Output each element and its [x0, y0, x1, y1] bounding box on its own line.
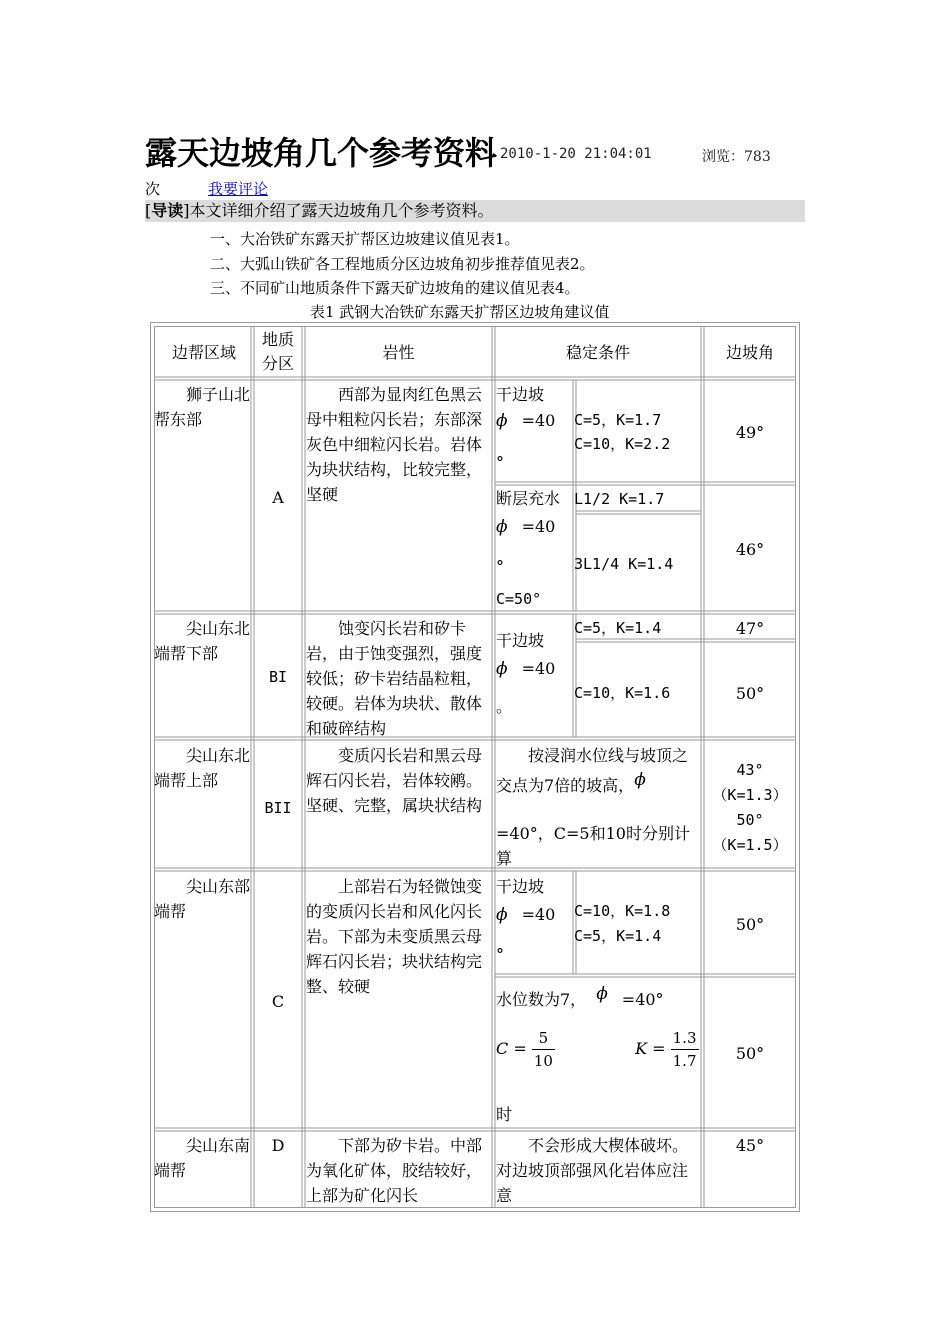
- degree-mark: °: [496, 945, 504, 964]
- view-count: 浏览：783: [702, 149, 771, 165]
- intro-text: 本文详细介绍了露天边坡角几个参考资料。: [189, 201, 494, 220]
- fraction-denominator: 10: [533, 1052, 553, 1070]
- cell-geo: C: [271, 992, 285, 1011]
- cell-rock: 变质闪长岩和黑云母辉石闪长岩，岩体较鹇。坚硬、完整，属块状结构: [306, 746, 483, 815]
- cell-stability-type: 干边坡: [496, 631, 545, 650]
- cell-k: （K=1.5）: [712, 836, 788, 854]
- view-count-suffix: 次: [145, 180, 161, 198]
- table-caption: 表1 武钢大冶铁矿东露天扩帮区边坡角建议值: [310, 303, 610, 321]
- cell-stability-type: 断层充水: [496, 489, 561, 508]
- phi-symbol: ϕ: [496, 517, 508, 537]
- cell-k: （K=1.3）: [712, 786, 788, 804]
- header-angle: 边坡角: [725, 343, 774, 362]
- cell-angle: 47°: [735, 619, 765, 638]
- post-date: 2010-1-20 21:04:01: [500, 146, 652, 162]
- phi-symbol: ϕ: [496, 905, 508, 925]
- cell-zone: 尖山东北端帮上部: [154, 746, 250, 790]
- phi-symbol: ϕ: [596, 984, 608, 1004]
- cell-angle: 50°: [735, 1044, 765, 1063]
- cell-condition: C=50°: [496, 590, 542, 608]
- cell-zone: 尖山东北端帮下部: [154, 619, 250, 663]
- phi-value: =40: [521, 517, 556, 536]
- list-item: 三、不同矿山地质条件下露天矿边坡角的建议值见表4。: [210, 279, 580, 297]
- cell-rock: 上部岩石为轻微蚀变的变质闪长岩和风化闪长岩。下部为未变质黑云母辉石闪长岩；块状结构完整、较硬: [306, 877, 483, 996]
- cell-angle: 50°: [735, 684, 765, 703]
- fraction-numerator: 1.3: [671, 1027, 699, 1050]
- phi-value: =40: [521, 659, 556, 678]
- degree-mark: 。: [496, 697, 513, 716]
- cell-angle: 43°: [736, 761, 764, 779]
- comment-link[interactable]: 我要评论: [208, 180, 269, 198]
- cell-rock: 蚀变闪长岩和矽卡岩，由于蚀变强烈，强度较低；矽卡岩结晶粒粗，较硬。岩体为块状、散体和破碎结构: [306, 619, 483, 738]
- phi-symbol: ϕ: [496, 659, 508, 679]
- cell-condition: C=5，K=1.4: [574, 927, 662, 945]
- cell-angle: 45°: [735, 1136, 765, 1155]
- fraction-k: [671, 1027, 699, 1072]
- list-item: 一、大冶铁矿东露天扩帮区边坡建议值见表1。: [210, 230, 520, 248]
- phi-value: =40: [521, 905, 556, 924]
- formula-k-symbol: K: [635, 1039, 648, 1058]
- data-table: [150, 322, 800, 1212]
- cell-condition: 3L1/4 K=1.4: [574, 555, 674, 573]
- cell-zone: 狮子山北帮东部: [154, 385, 250, 429]
- condition-text: 水位数为7，: [496, 990, 587, 1009]
- degree-mark: °: [496, 557, 504, 576]
- cell-condition: C=5，K=1.4: [574, 619, 662, 637]
- cell-geo: BII: [264, 799, 292, 817]
- cell-phi: [496, 408, 572, 434]
- fraction-denominator: 1.7: [672, 1052, 697, 1070]
- formula-c-symbol: C: [496, 1039, 509, 1058]
- cell-condition: C=5，K=1.7: [574, 411, 662, 429]
- cell-phi: [496, 656, 572, 682]
- cell-geo: D: [271, 1136, 285, 1155]
- cell-condition-text: =40°，C=5和10时分别计算: [496, 824, 690, 868]
- cell-zone: 尖山东部端帮: [154, 877, 250, 921]
- condition-text: 时: [496, 1105, 513, 1124]
- cell-condition: L1/2 K=1.7: [574, 490, 665, 508]
- cell-condition: C=10，K=2.2: [574, 435, 671, 453]
- fraction-c: [532, 1027, 555, 1072]
- degree-mark: °: [496, 453, 504, 472]
- cell-angle: 49°: [735, 423, 765, 442]
- cell-angle: 46°: [735, 540, 765, 559]
- cell-phi: [496, 514, 572, 540]
- cell-condition: C=10，K=1.8: [574, 902, 671, 920]
- cell-rock: 下部为矽卡岩。中部为氧化矿体，胶结较好，上部为矿化闪长: [306, 1136, 483, 1205]
- cell-condition-text: 不会形成大楔体破坏。对边坡顶部强风化岩体应注意: [496, 1136, 689, 1205]
- phi-symbol: ϕ: [634, 770, 646, 790]
- page-title: 露天边坡角几个参考资料: [145, 134, 498, 172]
- list-item: 二、大弧山铁矿各工程地质分区边坡角初步推荐值见表2。: [210, 255, 595, 273]
- cell-geo: BI: [268, 668, 288, 686]
- cell-condition-text: [496, 982, 700, 1012]
- cell-phi: [496, 902, 572, 928]
- cell-condition: C=10，K=1.6: [574, 684, 671, 702]
- cell-condition-text: [496, 743, 700, 798]
- header-geo: 地质分区: [261, 330, 294, 373]
- cell-rock: 西部为显肉红色黑云母中粗粒闪长岩；东部深灰色中细粒闪长岩。岩体为块状结构，比较完整，坚硬: [306, 385, 483, 504]
- phi-value: =40: [521, 411, 556, 430]
- phi-symbol: ϕ: [496, 411, 508, 431]
- intro-label: 导读: [151, 201, 184, 220]
- cell-stability-type: 干边坡: [496, 877, 545, 896]
- cell-angle: 50°: [735, 915, 765, 934]
- condition-text: 按浸润水位线与坡顶之交点为7倍的坡高，: [496, 746, 689, 795]
- cell-geo: A: [272, 488, 284, 507]
- header-stability: 稳定条件: [565, 343, 630, 362]
- cell-angle: 50°: [736, 811, 764, 829]
- header-rock: 岩性: [382, 343, 415, 362]
- phi-value: =40°: [621, 990, 664, 1009]
- formula: C = $\frac{5}{10}$ K = $\frac{1.3}{1.7}$: [496, 1029, 697, 1070]
- fraction-numerator: 5: [532, 1027, 555, 1050]
- cell-stability-type: 干边坡: [496, 385, 545, 404]
- intro-box: [导读]本文详细介绍了露天边坡角几个参考资料。: [145, 200, 805, 222]
- header-zone: 边帮区域: [171, 343, 236, 362]
- cell-zone: 尖山东南端帮: [154, 1136, 250, 1180]
